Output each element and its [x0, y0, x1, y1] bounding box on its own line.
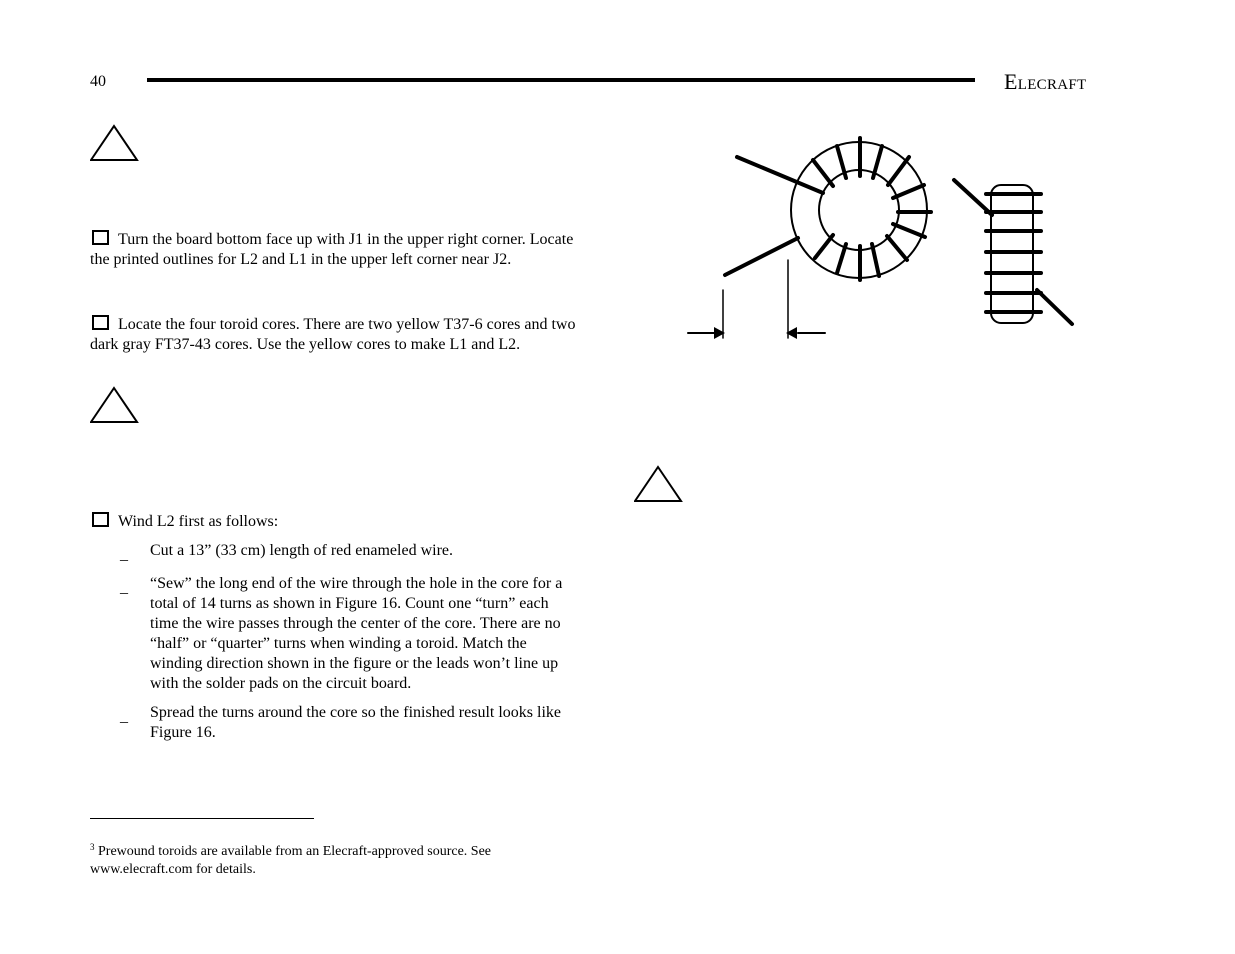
step-text: Turn the board bottom face up with J1 in the upper right corner. Locate the printed outlines for L2 and L1 in the upper left corner near J2. — [90, 231, 574, 268]
footnote-text: Prewound toroids are available from an Elecraft-approved source. See www.elecraft.com for details. — [90, 844, 492, 877]
checkbox-icon[interactable] — [92, 512, 109, 527]
page-number: 40 — [90, 73, 106, 90]
substep-text: “Sew” the long end of the wire through the hole in the core for a total of 14 turns as shown in Figure 16. Count one “turn” each time the wire passes through the center of the core. There are no “half” or “quarter” turns when winding a toroid. Match the winding direction shown in the figure or the leads won’t line up with the solder pads on the circuit board. — [150, 575, 563, 692]
side-view-windings — [986, 194, 1041, 312]
side-lead-upper — [954, 180, 992, 215]
toroid-windings — [813, 138, 931, 280]
list-item — [120, 703, 580, 743]
warning-triangle-icon — [634, 465, 684, 505]
header-rule — [147, 78, 975, 82]
substep-text: Cut a 13” (33 cm) length of red enameled wire. — [150, 542, 453, 559]
side-lead-lower — [1037, 290, 1072, 324]
bullet-mark: _ — [120, 546, 128, 563]
step-text: Wind L2 first as follows: — [118, 513, 279, 530]
list-item — [120, 574, 580, 694]
bullet-mark: _ — [120, 579, 128, 596]
step-wind-l2 — [90, 512, 576, 532]
substep-list — [120, 541, 580, 752]
brand-name: Elecraft — [1004, 69, 1087, 94]
checkbox-icon[interactable] — [92, 315, 109, 330]
footnote-rule — [90, 818, 314, 819]
substep-text: Spread the turns around the core so the finished result looks like Figure 16. — [150, 704, 562, 741]
list-item — [120, 541, 580, 565]
checkbox-icon[interactable] — [92, 230, 109, 245]
step-text: Locate the four toroid cores. There are two yellow T37-6 cores and two dark gray FT37-43 cores. Use the yellow cores to make L1 and L2. — [90, 316, 576, 353]
warning-triangle-icon — [90, 386, 140, 426]
step-turn-board — [90, 230, 576, 270]
dimension-arrowheads — [714, 327, 797, 339]
footnote-number: 3 — [90, 842, 95, 852]
lead-lower — [725, 238, 798, 275]
footnote — [90, 838, 560, 879]
warning-triangle-icon — [90, 124, 140, 164]
step-locate-cores — [90, 315, 576, 355]
bullet-mark: _ — [120, 708, 128, 725]
toroid-winding-figure — [680, 130, 1100, 350]
